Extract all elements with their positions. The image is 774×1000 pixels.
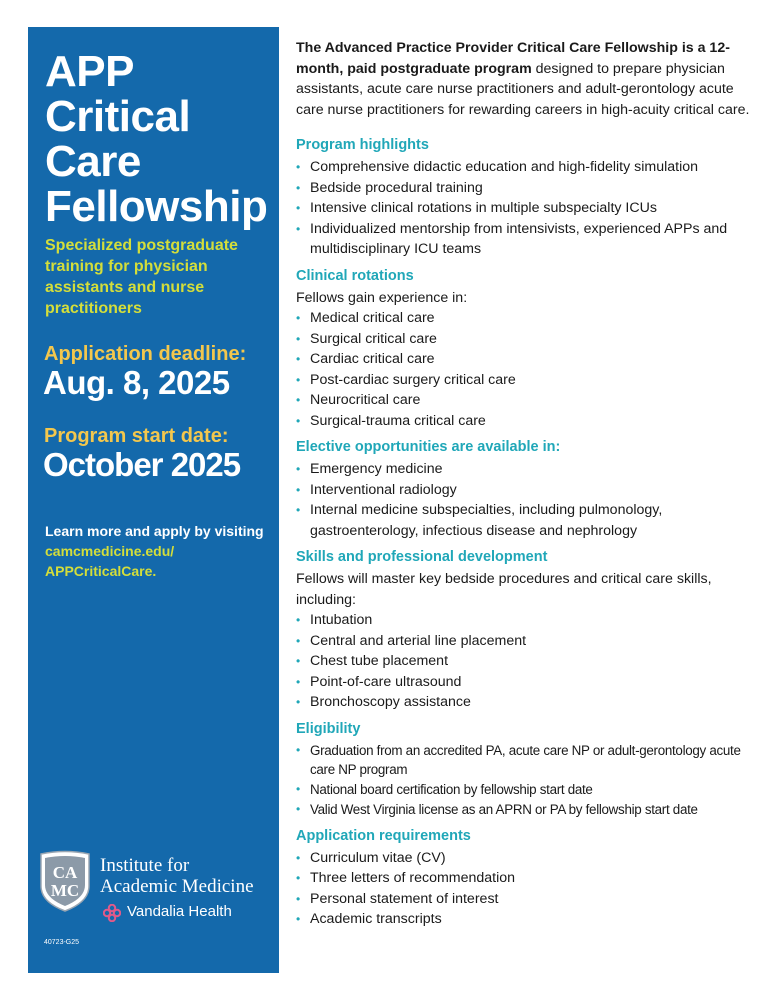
deadline-label: Application deadline: [44, 343, 247, 365]
list-item: • Graduation from an accredited PA, acute care NP or adult-gerontology acute care NP program [296, 741, 756, 781]
skills-lead: Fellows will master key bedside procedures and critical care skills, including: [296, 571, 712, 608]
list-item: • Post-cardiac surgery critical care [296, 370, 756, 391]
list-item: • Point-of-care ultrasound [296, 672, 756, 693]
section-heading-skills: Skills and professional development [296, 549, 548, 565]
list-item: • Comprehensive didactic education and high-fidelity simulation [296, 157, 756, 178]
eligibility-list [296, 741, 756, 820]
main-content [296, 38, 756, 936]
list-item: • Internal medicine subspecialties, including pulmonology, gastroenterology, infectious disease and nephrology [296, 500, 756, 541]
list-item: • Interventional radiology [296, 480, 756, 501]
sidebar-panel [28, 27, 279, 973]
vandalia-health-label: Vandalia Health [127, 903, 232, 920]
subtitle: Specialized postgraduate training for physician assistants and nurse practitioners [45, 237, 238, 317]
list-item: • Individualized mentorship from intensivists, experienced APPs and multidisciplinary ICU teams [296, 219, 756, 260]
section-heading-electives: Elective opportunities are available in: [296, 439, 561, 455]
start-date-label: Program start date: [44, 425, 229, 447]
list-item: • Chest tube placement [296, 651, 756, 672]
list-item: • Central and arterial line placement [296, 631, 756, 652]
page-title [45, 49, 275, 229]
list-item: • Three letters of recommendation [296, 868, 756, 889]
institution-logo [39, 850, 275, 930]
section-heading-requirements: Application requirements [296, 827, 471, 844]
list-item: • National board certification by fellowship start date [296, 780, 756, 800]
rotations-list [296, 308, 756, 431]
list-item: • Neurocritical care [296, 390, 756, 411]
list-item: • Surgical-trauma critical care [296, 411, 756, 432]
list-item: • Bedside procedural training [296, 178, 756, 199]
document-code: 40723-G25 [44, 939, 80, 946]
list-item: • Cardiac critical care [296, 349, 756, 370]
title-line: Fellowship [45, 182, 268, 231]
list-item: • Academic transcripts [296, 909, 756, 930]
list-item: • Medical critical care [296, 308, 756, 329]
list-item: • Bronchoscopy assistance [296, 692, 756, 713]
section-heading-eligibility: Eligibility [296, 720, 361, 737]
org-line-1: Institute for [100, 855, 190, 876]
intro-bold: The Advanced Practice Provider Critical Care Fellowship is a 12-month, paid postgraduate program [296, 40, 730, 77]
highlights-list [296, 157, 756, 260]
svg-text:CA: CA [52, 863, 78, 882]
list-item: • Valid West Virginia license as an APRN or PA by fellowship start date [296, 800, 756, 820]
list-item: • Personal statement of interest [296, 889, 756, 910]
list-item: • Emergency medicine [296, 459, 756, 480]
apply-link[interactable]: camcmedicine.edu/ APPCriticalCare. [45, 543, 175, 579]
camc-shield-icon [39, 850, 91, 912]
vandalia-flower-icon [103, 904, 121, 922]
org-line-2: Academic Medicine [100, 876, 254, 897]
list-item: • Surgical critical care [296, 329, 756, 350]
learn-more-text [45, 521, 270, 581]
title-line: APP [45, 47, 134, 96]
start-date-value: October 2025 [43, 446, 241, 483]
deadline-value: Aug. 8, 2025 [43, 364, 230, 401]
intro-rest: designed to prepare physician assistants, acute care nurse practitioners and adult-gerontology acute care nurse practitioners for rewarding careers in high-acuity critical care. [296, 60, 750, 118]
org-name [100, 855, 254, 897]
svg-text:MC: MC [50, 881, 80, 900]
requirements-list [296, 848, 756, 930]
electives-list [296, 459, 756, 541]
skills-list [296, 610, 756, 713]
title-line: Care [45, 137, 141, 186]
intro-paragraph [296, 38, 756, 120]
learn-more-lead: Learn more and apply by visiting [45, 523, 264, 539]
list-item: • Intensive clinical rotations in multiple subspecialty ICUs [296, 198, 756, 219]
list-item: • Curriculum vitae (CV) [296, 848, 756, 869]
section-heading-highlights: Program highlights [296, 137, 429, 153]
title-line: Critical [45, 92, 191, 141]
list-item: • Intubation [296, 610, 756, 631]
rotations-lead: Fellows gain experience in: [296, 289, 468, 306]
section-heading-rotations: Clinical rotations [296, 267, 414, 284]
